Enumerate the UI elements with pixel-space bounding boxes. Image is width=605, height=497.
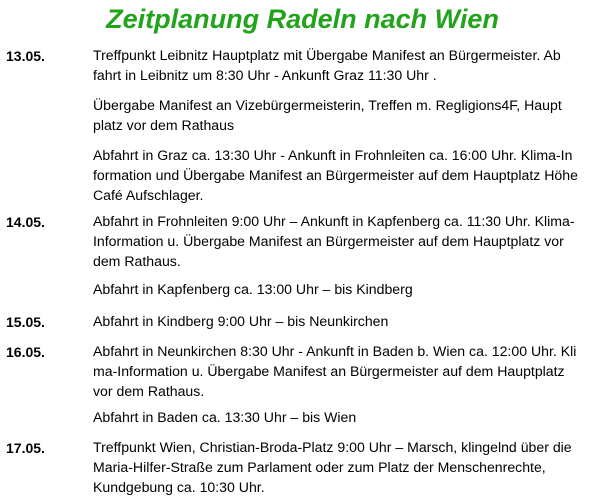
schedule-paragraph <box>93 438 598 497</box>
schedule-paragraph <box>93 408 598 428</box>
page-title: Zeitplanung Radeln nach Wien <box>106 4 499 34</box>
paragraph-line: platz vor dem Rathaus <box>93 116 235 133</box>
paragraph-line: formation und Übergabe Manifest an Bürgermeister auf dem Hauptplatz Höhe <box>93 166 578 183</box>
paragraph-line: Abfahrt in Graz ca. 13:30 Uhr - Ankunft in Frohnleiten ca. 16:00 Uhr. Klima-In <box>93 147 573 163</box>
paragraph-line: dem Rathaus. <box>93 252 181 269</box>
paragraph-line: Abfahrt in Kindberg 9:00 Uhr – bis Neunkirchen <box>93 313 389 329</box>
paragraph-line: Übergabe Manifest an Vizebürgermeisterin, Treffen m. Regligions4F, Haupt <box>93 97 562 113</box>
paragraph-line: Abfahrt in Neunkirchen 8:30 Uhr - Ankunft in Baden b. Wien ca. 12:00 Uhr. Kli <box>93 343 577 359</box>
schedule-paragraph <box>93 342 598 401</box>
paragraph-line: Abfahrt in Frohnleiten 9:00 Uhr – Ankunft in Kapfenberg ca. 11:30 Uhr. Klima- <box>93 213 575 229</box>
day-date: 13.05. <box>6 48 45 64</box>
paragraph-line: Abfahrt in Baden ca. 13:30 Uhr – bis Wien <box>93 409 357 425</box>
paragraph-line: Treffpunkt Wien, Christian-Broda-Platz 9:00 Uhr – Marsch, klingelnd über die <box>93 439 572 455</box>
schedule-paragraph <box>93 46 598 86</box>
day-date: 17.05. <box>6 440 45 456</box>
paragraph-line: Maria-Hilfer-Straße zum Parlament oder zum Platz der Menschenrechte, <box>93 458 546 475</box>
paragraph-line: Abfahrt in Kapfenberg ca. 13:00 Uhr – bis Kindberg <box>93 281 413 297</box>
schedule-paragraph <box>93 312 598 332</box>
day-date: 14.05. <box>6 214 45 230</box>
schedule-paragraph <box>93 280 598 300</box>
paragraph-line: Treffpunkt Leibnitz Hauptplatz mit Übergabe Manifest an Bürgermeister. Ab <box>93 47 561 63</box>
day-date: 16.05. <box>6 344 45 360</box>
schedule-paragraph <box>93 96 598 136</box>
paragraph-line: Information u. Übergabe Manifest an Bürgermeister auf dem Hauptplatz vor <box>93 232 564 249</box>
paragraph-line: Kundgebung ca. 10:30 Uhr. <box>93 478 265 495</box>
paragraph-line: Café Aufschlager. <box>93 186 204 203</box>
paragraph-line: fahrt in Leibnitz um 8:30 Uhr - Ankunft Graz 11:30 Uhr . <box>93 66 437 83</box>
paragraph-line: vor dem Rathaus. <box>93 382 205 399</box>
schedule-paragraph <box>93 212 598 271</box>
paragraph-line: ma-Information u. Übergabe Manifest an Bürgermeister auf dem Hauptplatz <box>93 362 565 379</box>
day-date: 15.05. <box>6 314 45 330</box>
schedule-paragraph <box>93 146 598 205</box>
